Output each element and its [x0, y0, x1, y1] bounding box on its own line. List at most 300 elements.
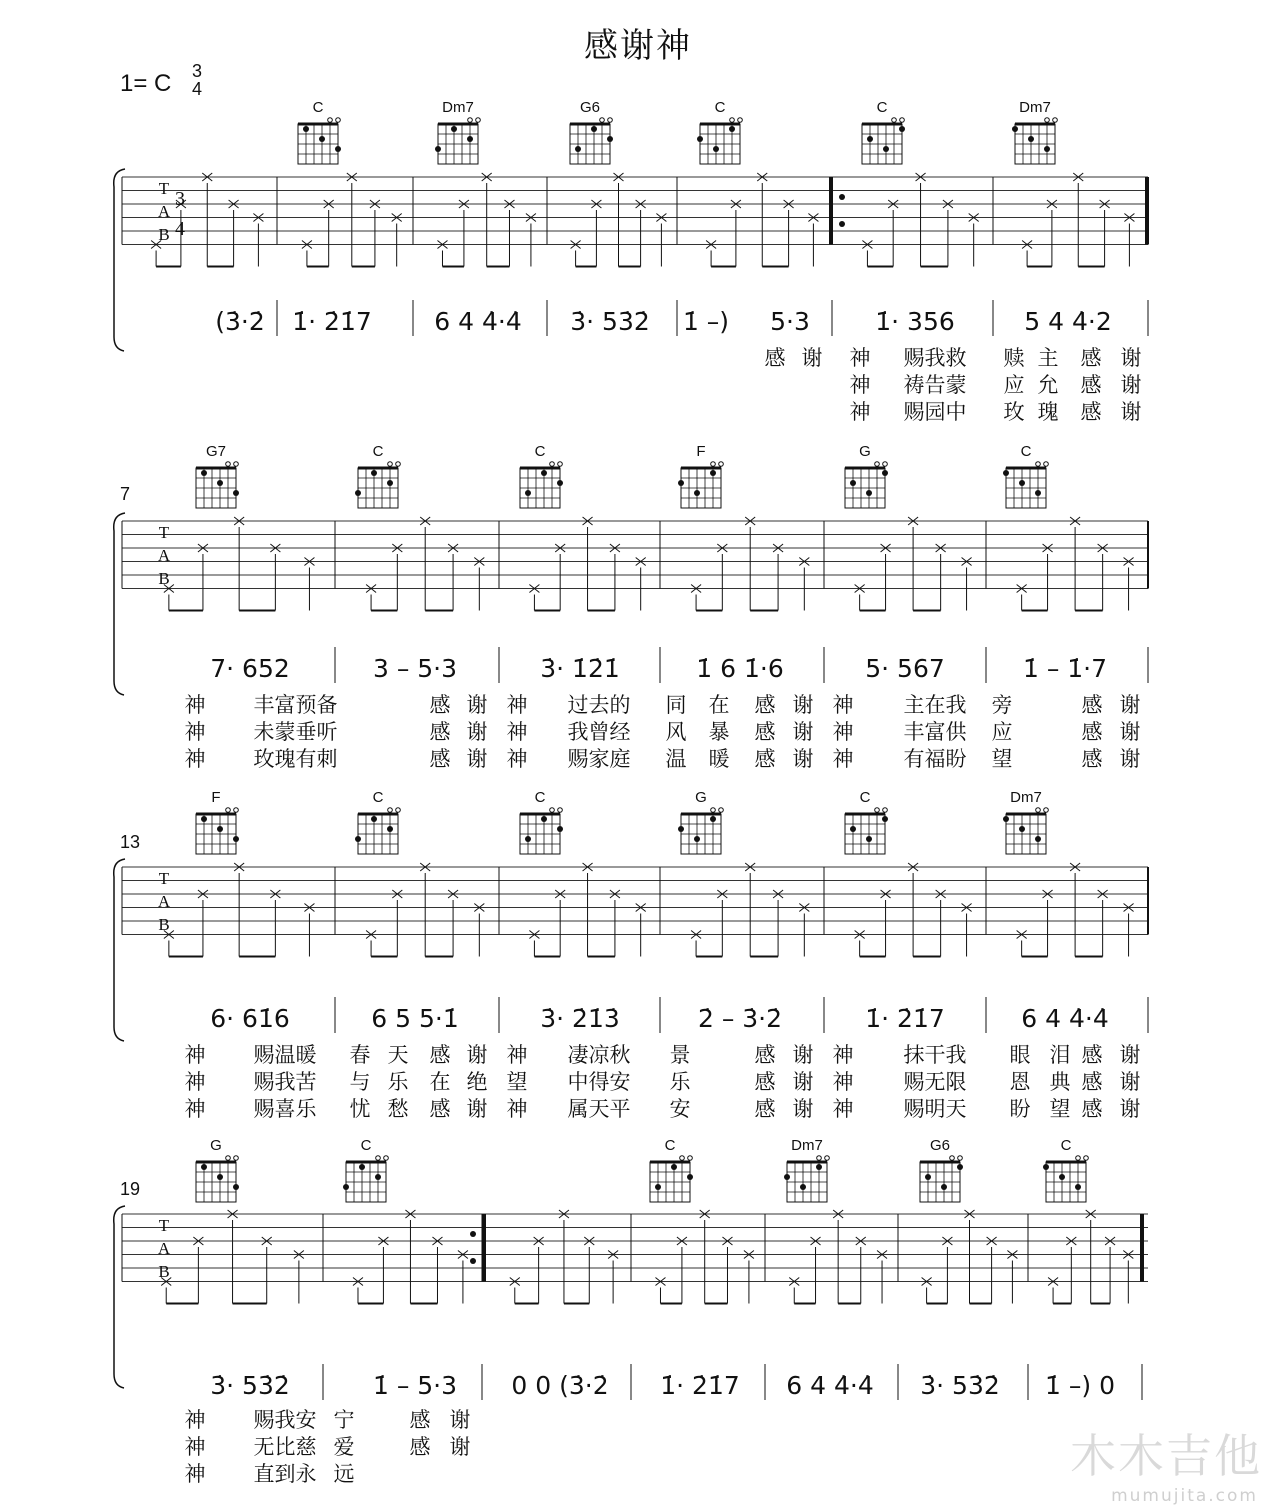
chord-diagram-c: [520, 443, 563, 508]
open-string-mark: [388, 808, 393, 813]
chord-dot: [319, 136, 325, 142]
open-string-mark: [558, 808, 563, 813]
chord-dot: [371, 816, 377, 822]
lyric-word: 谢: [792, 1097, 814, 1121]
lyric-word: 感: [754, 1070, 776, 1094]
watermark-text: 木木吉他: [1070, 1429, 1262, 1483]
open-string-mark: [468, 118, 473, 123]
key-signature: 1= C: [120, 70, 172, 97]
measure-pattern: [691, 517, 809, 611]
lyric-word: 神: [832, 1070, 854, 1094]
chord-dot: [557, 480, 563, 486]
open-string-mark: [388, 462, 393, 467]
lyric-word: 感: [1080, 346, 1102, 370]
chord-dot: [201, 1164, 207, 1170]
lyric-word: 丰富供: [903, 720, 967, 744]
open-string-mark: [608, 118, 613, 123]
open-string-mark: [1045, 118, 1050, 123]
jianpu-measure: 3̇· 1̇2̇1̇: [540, 654, 620, 683]
lyric-word: 凄凉秋: [567, 1043, 631, 1067]
chord-dot: [355, 490, 361, 496]
lyric-word: 神: [184, 1435, 206, 1459]
chord-dot: [1019, 826, 1025, 832]
lyric-word: 安: [669, 1097, 691, 1121]
chord-dot: [359, 1164, 365, 1170]
jianpu-measure: 6 4 4̇·4̇: [1021, 1004, 1109, 1033]
chord-dot: [557, 826, 563, 832]
chord-name: G7: [205, 443, 227, 460]
jianpu-measure: 1̇· 2̇1̇7: [865, 1004, 945, 1033]
jianpu-measure: 6 4 4̇·4̇: [786, 1371, 874, 1400]
lyric-word: 赐家庭: [567, 747, 631, 771]
lyric-word: 赐明天: [903, 1097, 967, 1121]
lyric-word: 感: [409, 1408, 431, 1432]
lyric-word: 允: [1037, 373, 1059, 397]
open-string-mark: [328, 118, 333, 123]
jianpu-measure: 7· 652: [210, 654, 290, 683]
lyric-word: 神: [832, 1043, 854, 1067]
lyric-word: 乐: [669, 1070, 691, 1094]
tab-clef-letter: T: [158, 869, 170, 888]
final-bar: [1145, 177, 1149, 245]
lyric-word: 谢: [466, 1043, 488, 1067]
chord-name: C: [714, 99, 726, 116]
chord-dot: [694, 836, 700, 842]
lyric-word: 神: [506, 1043, 528, 1067]
chord-dot: [694, 490, 700, 496]
tab-staff: [122, 173, 1149, 267]
measure-pattern: [855, 863, 972, 957]
lyric-word: 暖: [708, 747, 730, 771]
measure-pattern: [529, 517, 645, 611]
measure-pattern: [353, 1210, 468, 1304]
lyric-word: 景: [669, 1043, 691, 1067]
chord-name: Dm7: [1010, 789, 1042, 806]
lyric-word: 温: [665, 747, 687, 771]
chord-dot: [233, 1184, 239, 1190]
chord-dot: [710, 470, 716, 476]
lyric-word: 玫瑰有: [253, 747, 317, 771]
lyric-word: 望: [991, 747, 1013, 771]
chord-name: G: [695, 789, 707, 806]
lyric-word: 在: [708, 693, 730, 717]
chord-diagram-g: [196, 1137, 239, 1202]
tab-clef-letter: B: [158, 915, 170, 934]
chord-dot: [784, 1174, 790, 1180]
chord-dot: [687, 1174, 693, 1180]
lyric-word: 感: [754, 1097, 776, 1121]
jianpu-measure: 1̇ – 1̇·7: [1022, 654, 1108, 683]
tab-time-top: 3: [175, 188, 185, 210]
chord-name: C: [360, 1137, 372, 1154]
chord-dot: [1044, 146, 1050, 152]
lyric-word: 主: [1037, 346, 1059, 370]
lyric-word: 玫: [1003, 400, 1025, 424]
measure-pattern: [922, 1210, 1018, 1304]
lyric-word: 未蒙垂: [253, 720, 317, 744]
chord-name: C: [859, 789, 871, 806]
lyric-word: 赐我安: [253, 1408, 317, 1432]
chord-dot: [710, 816, 716, 822]
chord-diagram-dm7: [1003, 789, 1048, 854]
chord-dot: [671, 1164, 677, 1170]
jianpu-measure: 1̇ – 5·3: [372, 1371, 458, 1400]
lyric-word: 感: [1081, 720, 1103, 744]
measure-pattern: [529, 863, 645, 957]
lyric-word: 感: [429, 1043, 451, 1067]
lyric-word: 赐我救: [903, 346, 967, 370]
lyric-word: 丰富预: [253, 693, 317, 717]
chord-diagram-f: [196, 789, 239, 854]
chord-dot: [233, 490, 239, 496]
measure-pattern: [158, 1210, 304, 1304]
chord-dot: [850, 826, 856, 832]
chord-dot: [1059, 1174, 1065, 1180]
tab-clef-letter: A: [157, 1239, 171, 1258]
lyric-word: 谢: [792, 1070, 814, 1094]
open-string-mark: [883, 462, 888, 467]
measure-number: 19: [120, 1179, 141, 1199]
lyric-word: 谢: [792, 693, 814, 717]
chord-dot: [217, 1174, 223, 1180]
lyric-word: 远: [333, 1462, 355, 1486]
chord-dot: [217, 480, 223, 486]
open-string-mark: [875, 808, 880, 813]
open-string-mark: [550, 808, 555, 813]
open-string-mark: [688, 1156, 693, 1161]
open-string-mark: [825, 1156, 830, 1161]
chord-diagram-g6: [920, 1137, 963, 1202]
chord-diagram-dm7: [1012, 99, 1057, 164]
lyric-word: 旁: [991, 693, 1013, 717]
measure-number: 7: [120, 484, 131, 504]
lyric-word: 望: [506, 1070, 528, 1094]
chord-diagram-c: [650, 1137, 693, 1202]
chord-diagram-g7: [196, 443, 239, 508]
repeat-dot: [470, 1231, 476, 1237]
system-bracket: [114, 513, 125, 695]
chord-dot: [1043, 1164, 1049, 1170]
jianpu-measure: 1̇ –) 0: [1045, 1371, 1115, 1400]
lyric-word: 感: [429, 1097, 451, 1121]
lyric-word: 神: [832, 693, 854, 717]
lyric-word: 盼: [1009, 1097, 1031, 1121]
lyric-word: 感: [1081, 1070, 1103, 1094]
measure-pattern: [1017, 517, 1134, 611]
measure-pattern: [164, 863, 315, 957]
lyric-word: 感: [409, 1435, 431, 1459]
open-string-mark: [476, 118, 481, 123]
jianpu-measure: 6 5 5·1̇: [371, 1004, 459, 1033]
chord-diagram-c: [1043, 1137, 1088, 1202]
open-string-mark: [958, 1156, 963, 1161]
chord-diagram-c: [520, 789, 563, 854]
lyric-word: 神: [832, 747, 854, 771]
jianpu-measure: 3 – 5·3: [372, 654, 458, 683]
chord-dot: [816, 1164, 822, 1170]
chord-dot: [729, 126, 735, 132]
jianpu-measure: 1̇· 356: [875, 307, 955, 336]
lyric-word: 谢: [1119, 747, 1141, 771]
system-bracket: [114, 169, 125, 351]
chord-diagram-c: [355, 789, 400, 854]
chord-dot: [343, 1184, 349, 1190]
chord-dot: [957, 1164, 963, 1170]
chord-diagram-c: [1003, 443, 1048, 508]
lyric-word: 感: [1081, 747, 1103, 771]
lyric-word: 感: [764, 346, 786, 370]
jianpu-measure: 3̇· 2̇1̇3̇: [540, 1004, 620, 1033]
measure-pattern: [437, 173, 535, 267]
measure-pattern: [862, 173, 978, 267]
time-signature: 3 4: [191, 61, 202, 99]
chord-dot: [882, 816, 888, 822]
chord-dot: [387, 480, 393, 486]
open-string-mark: [711, 808, 716, 813]
measure-pattern: [510, 1210, 618, 1304]
lyric-word: 谢: [466, 747, 488, 771]
measure-pattern: [302, 173, 402, 267]
chord-name: F: [211, 789, 221, 806]
chord-dot: [1035, 836, 1041, 842]
open-string-mark: [1053, 118, 1058, 123]
open-string-mark: [396, 808, 401, 813]
lyric-word: 抹干我: [903, 1043, 967, 1067]
lyric-word: 天: [387, 1043, 409, 1067]
open-string-mark: [558, 462, 563, 467]
lyric-word: 谢: [1119, 693, 1141, 717]
chord-diagram-c: [343, 1137, 388, 1202]
chord-diagram-dm7: [784, 1137, 829, 1202]
chord-dot: [678, 826, 684, 832]
lyric-word: 典: [1049, 1070, 1071, 1094]
chord-dot: [541, 470, 547, 476]
chord-diagram-c: [845, 789, 888, 854]
jianpu-measure: 5·3: [770, 307, 810, 336]
chord-dot: [925, 1174, 931, 1180]
chord-name: C: [876, 99, 888, 116]
measure-pattern: [366, 517, 484, 611]
chord-dot: [866, 490, 872, 496]
jianpu-measure: 3̇· 53̇2̇: [920, 1371, 1000, 1400]
open-string-mark: [226, 808, 231, 813]
chord-dot: [1075, 1184, 1081, 1190]
chord-diagram-f: [678, 443, 723, 508]
lyric-word: 乐: [387, 1070, 409, 1094]
lyric-word: 宁: [333, 1408, 355, 1432]
chord-name: C: [372, 789, 384, 806]
measure-pattern: [1048, 1210, 1133, 1304]
chord-dot: [1035, 490, 1041, 496]
open-string-mark: [336, 118, 341, 123]
chord-dot: [375, 1174, 381, 1180]
open-string-mark: [875, 462, 880, 467]
jianpu-measure: 2̇ – 3̇·2̇: [697, 1004, 783, 1033]
system-bracket: [114, 859, 125, 1041]
chord-dot: [655, 1184, 661, 1190]
tab-clef-letter: A: [157, 892, 171, 911]
chord-dot: [1019, 480, 1025, 486]
open-string-mark: [1036, 462, 1041, 467]
lyric-word: 谢: [1119, 1070, 1141, 1094]
open-string-mark: [234, 808, 239, 813]
repeat-dot: [839, 221, 845, 227]
lyric-word: 与: [349, 1070, 371, 1094]
lyric-word: 神: [184, 720, 206, 744]
chord-name: C: [664, 1137, 676, 1154]
measure-pattern: [691, 863, 809, 957]
tab-clef-letter: T: [158, 523, 170, 542]
lyric-word: 谢: [1120, 346, 1142, 370]
lyric-word: 神: [832, 720, 854, 744]
chord-diagram-c: [298, 99, 341, 164]
chord-dot: [678, 480, 684, 486]
lyric-word: 感: [429, 720, 451, 744]
lyric-word: 感: [754, 693, 776, 717]
chord-diagram-dm7: [435, 99, 480, 164]
lyric-word: 同: [665, 693, 687, 717]
chord-dot: [201, 816, 207, 822]
lyric-word: 谢: [1119, 1097, 1141, 1121]
lyric-word: 瑰: [1037, 400, 1059, 424]
measure-pattern: [1017, 863, 1134, 957]
measure-number: 13: [120, 832, 141, 852]
lyric-word: 恩: [1009, 1070, 1031, 1094]
lyric-word: 谢: [792, 720, 814, 744]
measure-pattern: [789, 1210, 887, 1304]
lyric-word: 感: [754, 1043, 776, 1067]
tab-clef-letter: T: [158, 179, 170, 198]
chord-dot: [387, 826, 393, 832]
lyric-word: 谢: [792, 747, 814, 771]
open-string-mark: [892, 118, 897, 123]
chord-name: C: [372, 443, 384, 460]
measure-pattern: [366, 863, 484, 957]
chord-dot: [1028, 136, 1034, 142]
lyric-word: 谢: [1119, 720, 1141, 744]
lyric-word: 神: [506, 1097, 528, 1121]
watermark-url: mumujita.com: [1111, 1486, 1258, 1506]
lyric-word: 愁: [387, 1097, 409, 1121]
chord-dot: [233, 836, 239, 842]
lyric-word: 应: [1003, 373, 1025, 397]
chord-dot: [371, 470, 377, 476]
lyric-word: 赐喜乐: [253, 1097, 317, 1121]
lyric-word: 神: [849, 373, 871, 397]
open-string-mark: [719, 462, 724, 467]
lyric-word: 感: [754, 720, 776, 744]
chord-dot: [303, 126, 309, 132]
lyric-word: 备: [316, 693, 338, 717]
lyric-word: 在: [429, 1070, 451, 1094]
lyric-word: 听: [316, 720, 338, 744]
lyric-word: 神: [184, 1070, 206, 1094]
lyric-word: 爱: [333, 1435, 355, 1459]
open-string-mark: [719, 808, 724, 813]
open-string-mark: [376, 1156, 381, 1161]
chord-name: C: [1020, 443, 1032, 460]
chord-dot: [525, 836, 531, 842]
lyric-word: 无比慈: [253, 1435, 317, 1459]
lyric-word: 刺: [316, 747, 338, 771]
lyric-word: 泪: [1049, 1043, 1071, 1067]
lyric-word: 感: [429, 693, 451, 717]
lyric-word: 谢: [1119, 1043, 1141, 1067]
measure-pattern: [1022, 173, 1134, 267]
measure-pattern: [655, 1210, 753, 1304]
lyric-word: 直到永: [253, 1462, 317, 1486]
chord-dot: [866, 836, 872, 842]
lyric-word: 感: [1081, 693, 1103, 717]
open-string-mark: [900, 118, 905, 123]
lyric-word: 春: [349, 1043, 371, 1067]
lyric-word: 神: [184, 747, 206, 771]
chord-dot: [713, 146, 719, 152]
lyric-word: 中得安: [567, 1070, 631, 1094]
chord-dot: [541, 816, 547, 822]
jianpu-measure: 1̇ –): [682, 307, 730, 336]
chord-dot: [201, 470, 207, 476]
lyric-word: 神: [184, 1408, 206, 1432]
lyric-word: 应: [991, 720, 1013, 744]
lyric-word: 赐园中: [903, 400, 967, 424]
repeat-start-bar: [829, 177, 833, 245]
chord-dot: [697, 136, 703, 142]
open-string-mark: [226, 1156, 231, 1161]
tab-staff: [122, 517, 1148, 611]
jianpu-measure: 5· 567: [865, 654, 945, 683]
repeat-dot: [839, 194, 845, 200]
chord-dot: [867, 136, 873, 142]
lyric-word: 暴: [708, 720, 730, 744]
lyric-word: 感: [1081, 1043, 1103, 1067]
chord-diagram-g6: [570, 99, 613, 164]
chord-dot: [575, 146, 581, 152]
tab-staff: [122, 1210, 1148, 1304]
lyric-word: 神: [184, 1043, 206, 1067]
open-string-mark: [234, 1156, 239, 1161]
lyric-word: 神: [184, 1462, 206, 1486]
open-string-mark: [738, 118, 743, 123]
lyric-word: 过去的: [567, 693, 631, 717]
lyric-word: 谢: [792, 1043, 814, 1067]
lyric-word: 神: [849, 400, 871, 424]
lyric-word: 神: [506, 693, 528, 717]
chord-diagram-c: [697, 99, 742, 164]
open-string-mark: [1076, 1156, 1081, 1161]
system-bracket: [114, 1206, 125, 1388]
jianpu-measure: 0 0 (3̇·2̇: [511, 1371, 609, 1400]
open-string-mark: [883, 808, 888, 813]
chord-name: G: [210, 1137, 222, 1154]
jianpu-measure: 6 4 4̇·4̇: [434, 307, 522, 336]
measure-pattern: [706, 173, 818, 267]
open-string-mark: [396, 462, 401, 467]
chord-name: Dm7: [442, 99, 474, 116]
jianpu-measure: (3̇·2̇: [215, 307, 265, 336]
open-string-mark: [384, 1156, 389, 1161]
chord-dot: [355, 836, 361, 842]
chord-dot: [525, 490, 531, 496]
jianpu-measure: 1̇· 2̇1̇7: [660, 1371, 740, 1400]
lyric-word: 谢: [1120, 400, 1142, 424]
chord-dot: [451, 126, 457, 132]
lyric-word: 谢: [466, 1097, 488, 1121]
lyric-word: 有福盼: [903, 747, 967, 771]
tab-clef-letter: A: [157, 546, 171, 565]
jianpu-measure: 3̇· 53̇2̇: [570, 307, 650, 336]
lyric-word: 谢: [801, 346, 823, 370]
